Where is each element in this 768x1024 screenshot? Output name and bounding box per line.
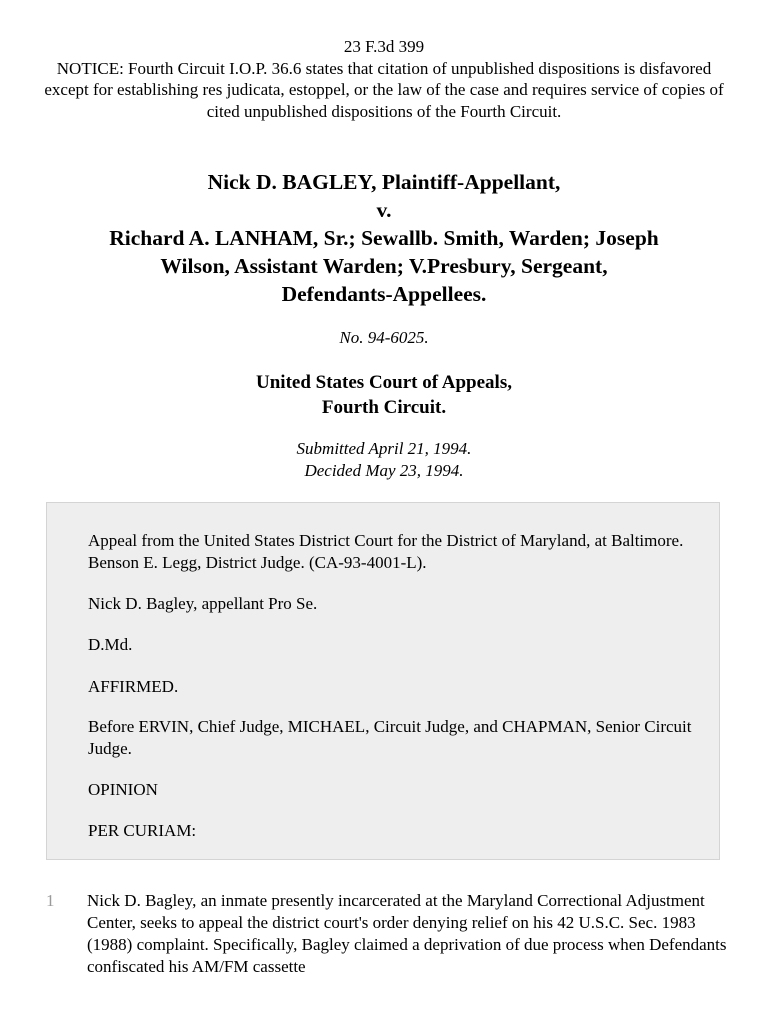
- district: D.Md.: [88, 635, 133, 654]
- panel: Before ERVIN, Chief Judge, MICHAEL, Circuit Judge, and CHAPMAN, Senior Circuit Judge.: [88, 717, 692, 758]
- defendants-line-2: Wilson, Assistant Warden; V.Presbury, Sergeant,: [160, 254, 608, 278]
- unpublished-notice: NOTICE: Fourth Circuit I.O.P. 36.6 states that citation of unpublished dispositions is disfavored except for establishing res judicata, estoppel, or the law of the case and requires service of copies of cited unpublished dispositions of the Fourth Circuit.: [44, 58, 724, 121]
- defendants-line-1: Richard A. LANHAM, Sr.; Sewallb. Smith, Warden; Joseph: [109, 226, 659, 250]
- opinion-label: OPINION: [88, 780, 158, 799]
- submitted-date: Submitted April 21, 1994.: [296, 439, 472, 458]
- court-name-line-1: United States Court of Appeals,: [256, 372, 512, 393]
- per-curiam: PER CURIAM:: [88, 821, 197, 840]
- counsel: Nick D. Bagley, appellant Pro Se.: [88, 594, 318, 613]
- document-header: [40, 36, 728, 122]
- case-caption: [40, 168, 728, 308]
- citation: 23 F.3d 399: [343, 37, 425, 56]
- case-dates: [40, 438, 728, 482]
- court-name-line-2: Fourth Circuit.: [321, 397, 447, 418]
- paragraph-text: Nick D. Bagley, an inmate presently incarcerated at the Maryland Correctional Adjustment Center, seeks to appeal the district court's order denying relief on his 42 U.S.C. Sec. 1983 (1988) complaint. Specifically, Bagley claimed a deprivation of due process when Defendants confiscated his AM/FM cassette: [87, 891, 727, 976]
- paragraph-number: 1: [46, 891, 55, 910]
- versus: v.: [376, 198, 392, 222]
- case-summary-box: [46, 502, 720, 860]
- appeal-from: Appeal from the United States District Court for the District of Maryland, at Baltimore. Benson E. Legg, District Judge. (CA-93-4001-L).: [88, 531, 684, 572]
- court-name: [40, 370, 728, 420]
- docket-number: No. 94-6025.: [339, 328, 429, 347]
- defendants-line-3: Defendants-Appellees.: [281, 282, 487, 306]
- decided-date: Decided May 23, 1994.: [304, 461, 464, 480]
- disposition: AFFIRMED.: [88, 677, 179, 696]
- plaintiff-name: Nick D. BAGLEY, Plaintiff-Appellant,: [207, 170, 561, 194]
